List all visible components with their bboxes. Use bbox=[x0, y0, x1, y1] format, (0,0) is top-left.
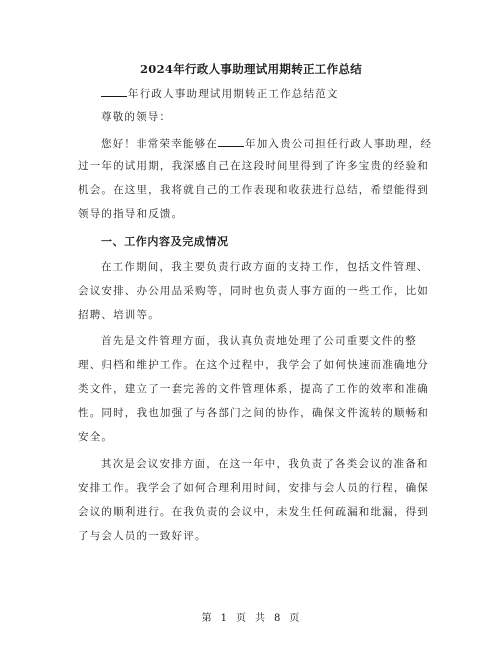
section-1-p1-line-1: 在工作期间，我主要负责行政方面的支持工作，包括文件管理、 bbox=[101, 261, 429, 273]
subtitle-text: 年行政人事助理试用期转正工作总结范文 bbox=[128, 88, 339, 100]
section-1-p2-line-4: 性。同时，我也加强了与各部门之间的协作，确保文件流转的顺畅和 bbox=[78, 407, 429, 419]
document-subtitle bbox=[101, 85, 339, 101]
intro-line-1-a: 您好！非常荣幸能够在 bbox=[101, 138, 218, 150]
footer-middle: 页 bbox=[236, 613, 247, 624]
intro-line-1-b: 年加入贵公司担任行政人事助理，经 bbox=[245, 138, 433, 150]
section-1-p2-line-5: 安全。 bbox=[78, 431, 114, 443]
section-1-p1-line-2: 会议安排、办公用品采购等，同时也负责人事方面的一些工作，比如 bbox=[78, 285, 429, 297]
section-1-p1-line-3: 招聘、培训等。 bbox=[78, 309, 160, 321]
section-1-p3-line-3: 会议的顺利进行。在我负责的会议中，未发生任何疏漏和纰漏，得到 bbox=[78, 506, 429, 518]
section-1-p2-line-2: 理、归档和维护工作。在这个过程中，我学会了如何快速而准确地分 bbox=[78, 359, 429, 371]
section-1-p3-line-4: 了与会人员的一致好评。 bbox=[78, 530, 207, 542]
section-1-p2-line-3: 类文件，建立了一套完善的文件管理体系，提高了工作的效率和准确 bbox=[78, 383, 429, 395]
footer-total-pages: 8 bbox=[274, 613, 282, 624]
section-1-heading: 一、工作内容及完成情况 bbox=[101, 235, 229, 248]
document-title: 2024年行政人事助理试用期转正工作总结 bbox=[139, 62, 362, 76]
footer-current-page: 1 bbox=[220, 613, 228, 624]
section-1-p3-line-2: 安排工作。我学会了如何合理利用时间，安排与会人员的行程，确保 bbox=[78, 482, 429, 494]
section-1-p3-line-1: 其次是会议安排方面，在这一年中，我负责了各类会议的准备和 bbox=[101, 458, 429, 470]
year-blank bbox=[218, 135, 244, 147]
intro-line-3: 机会。在这里，我将就自己的工作表现和收获进行总结，希望能得到 bbox=[78, 184, 429, 196]
intro-line-1 bbox=[101, 135, 432, 151]
footer-suffix: 页 bbox=[289, 613, 301, 624]
subtitle-blank bbox=[101, 85, 127, 97]
footer-sep: 共 bbox=[255, 613, 266, 624]
footer-prefix: 第 bbox=[201, 613, 213, 624]
page-footer bbox=[0, 609, 502, 624]
salutation: 尊敬的领导： bbox=[101, 111, 172, 123]
section-1-p2-line-1: 首先是文件管理方面，我认真负责地处理了公司重要文件的整 bbox=[101, 335, 417, 347]
intro-line-4: 领导的指导和反馈。 bbox=[78, 208, 184, 220]
intro-line-2: 过一年的试用期，我深感自己在这段时间里得到了许多宝贵的经验和 bbox=[78, 160, 429, 172]
